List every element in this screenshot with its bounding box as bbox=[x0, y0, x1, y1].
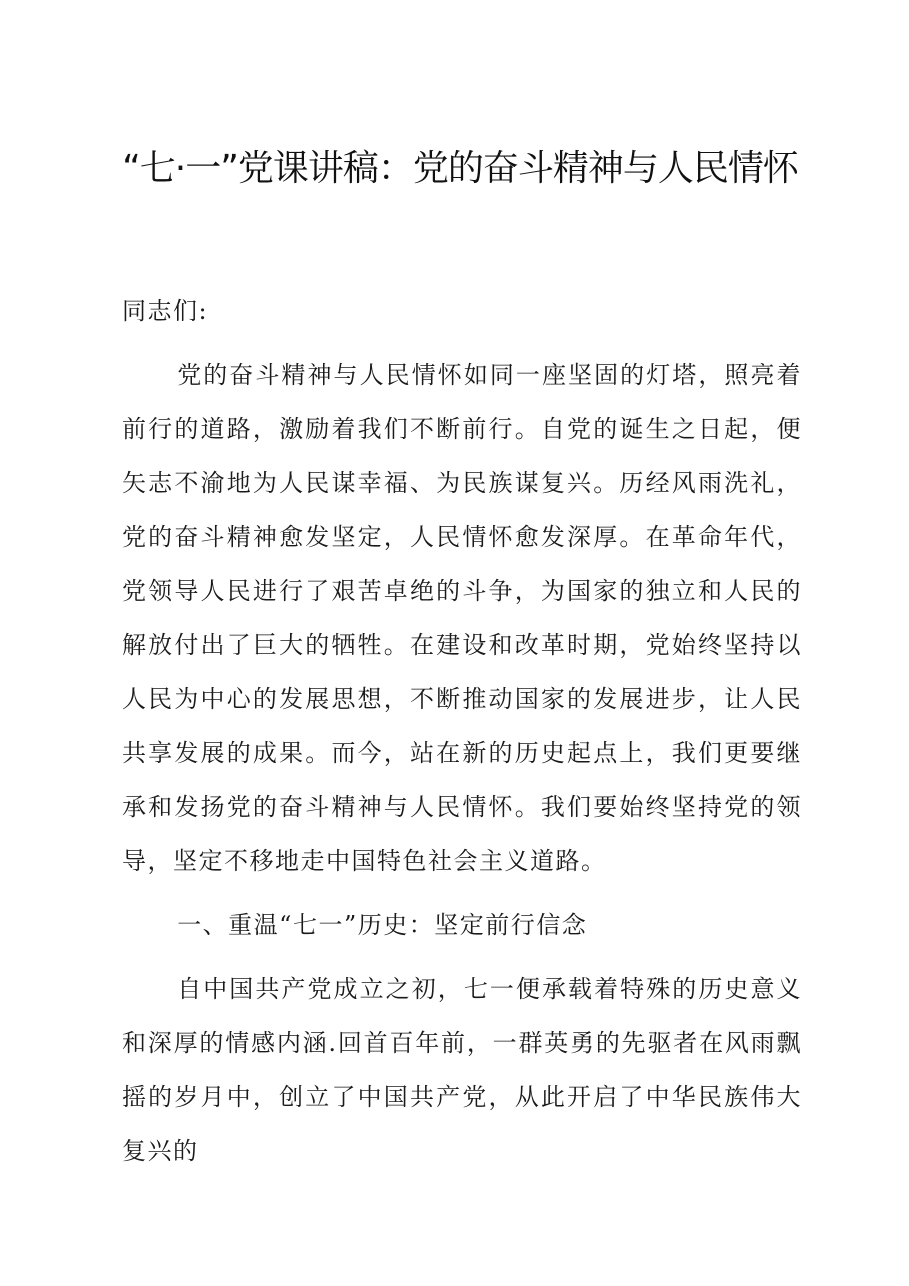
section-heading: 一、重温“七一”历史：坚定前行信念 bbox=[177, 911, 588, 939]
salutation: 同志们: bbox=[122, 297, 209, 325]
document-body bbox=[122, 284, 802, 1188]
section-paragraph: 自中国共产党成立之初，七一便承载着特殊的历史意义和深厚的情感内涵.回首百年前，一群英勇的先驱者在风雨飘摇的岁月中，创立了中国共产党，从此开启了中华民族伟大复兴的 bbox=[122, 975, 802, 1165]
body-paragraph: 党的奋斗精神与人民情怀如同一座坚固的灯塔，照亮着前行的道路，激励着我们不断前行。自党的诞生之日起，便矢志不渝地为人民谋幸福、为民族谋复兴。历经风雨洗礼，党的奋斗精神愈发坚定，人民情怀愈发深厚。在革命年代，党领导人民进行了艰苦卓绝的斗争，为国家的独立和人民的解放付出了巨大的牺牲。在建设和改革时期，党始终坚持以人民为中心的发展思想，不断推动国家的发展进步，让人民共享发展的成果。而今，站在新的历史起点上，我们更要继承和发扬党的奋斗精神与人民情怀。我们要始终坚持党的领导，坚定不移地走中国特色社会主义道路。 bbox=[122, 361, 802, 875]
document-title: “七·一”党课讲稿：党的奋斗精神与人民情怀 bbox=[122, 148, 798, 189]
